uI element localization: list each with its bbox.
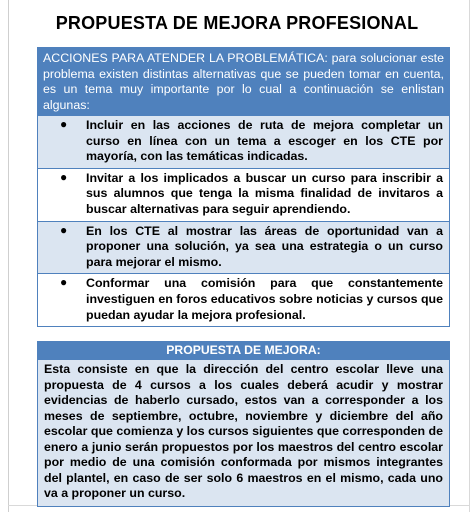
action-item-text: Invitar a los implicados a buscar un curso para inscribir a sus alumnos que tenga la misma finalidad de invitaros a buscar alternativas para seguir aprendiendo. bbox=[86, 170, 443, 216]
document-title: PROPUESTA DE MEJORA PROFESIONAL bbox=[55, 13, 419, 33]
action-item-text: Conformar una comisión para que constantemente investiguen en foros educativos sobre noticias y cursos que puedan ayudar la mejora profesional. bbox=[86, 276, 443, 322]
proposal-table bbox=[37, 341, 450, 507]
page-border-right bbox=[469, 0, 470, 512]
bullet-icon: ● bbox=[60, 169, 68, 184]
action-item bbox=[38, 115, 449, 168]
proposal-table-header: PROPUESTA DE MEJORA: bbox=[38, 342, 449, 359]
action-item bbox=[38, 168, 449, 221]
bullet-icon: ● bbox=[60, 275, 68, 290]
actions-table bbox=[37, 47, 450, 327]
action-item-text: En los CTE al mostrar las áreas de oportunidad van a proponer una solución, ya sea una estrategia o un curso para mejorar el mismo. bbox=[86, 223, 443, 269]
bullet-icon: ● bbox=[60, 222, 68, 237]
page-border-left bbox=[8, 0, 9, 512]
action-item bbox=[38, 221, 449, 274]
bullet-icon: ● bbox=[60, 117, 68, 131]
action-item bbox=[38, 273, 449, 326]
proposal-table-body: Esta consiste en que la dirección del centro escolar lleve una propuesta de 4 cursos a los cuales deberá acudir y mostrar evidencias de haberlo cursado, estos van a corresponder a los meses de septiembre, octubre, noviembre y diciembre del año escolar que comienza y los cursos siguientes que corresponden de enero a junio serán propuestos por los maestros del centro escolar por medio de una comisión conformada por mismos integrantes del plantel, en caso de ser solo 6 maestros en el mismo, cada uno va a proponer un curso. bbox=[38, 359, 449, 506]
actions-table-header: ACCIONES PARA ATENDER LA PROBLEMÁTICA: para solucionar este problema existen distintas alternativas que se pueden tomar en cuenta, es un tema muy importante por lo cual a continuación se enlistan algunas: bbox=[38, 48, 449, 115]
action-item-text: Incluir en las acciones de ruta de mejora completar un curso en línea con un tema a escoger en los CTE por mayoría, con las temáticas indicadas. bbox=[86, 118, 443, 164]
